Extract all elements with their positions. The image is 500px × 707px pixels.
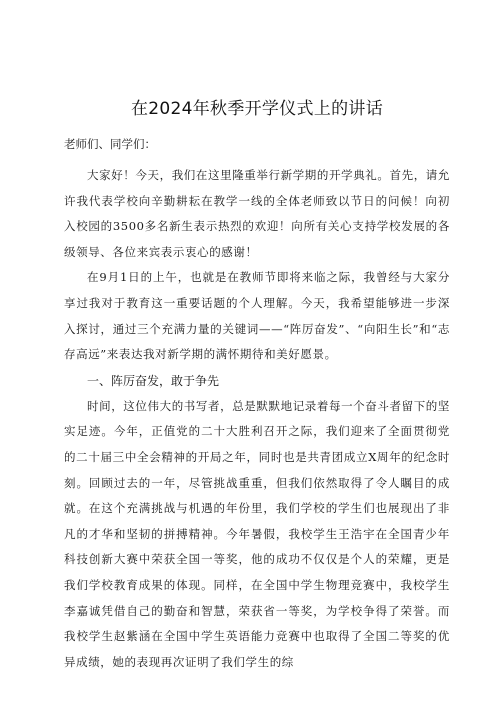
body-paragraph-1: 大家好！今天，我们在这里隆重举行新学期的开学典礼。首先，请允许我代表学校向辛勤耕耘在教学一线的全体老师致以节日的问候！向初入校园的3500多名新生表示热烈的欢迎！向所有关心支持学校发展的各级领导、各位来宾表示衷心的感谢！ — [64, 168, 450, 259]
body-paragraph-3: 时间，这位伟大的书写者，总是默默地记录着每一个奋斗者留下的坚实足迹。今年，正值党的二十大胜利召开之际，我们迎来了全面贯彻党的二十届三中全会精神的开局之年，同时也是共青团成立X周年的纪念时刻。回顾过去的一年，尽管挑战重重，但我们依然取得了令人瞩目的成就。在这个充满挑战与机遇的年份里，我们学校的学生们也展现出了非凡的才华和坚韧的拼搏精神。今年暑假，我校学生王浩宇在全国青少年科技创新大赛中荣获全国一等奖，他的成功不仅仅是个人的荣耀，更是我们学校教育成果的体现。同样，在全国中学生物理竞赛中，我校学生李嘉诚凭借自己的勤奋和智慧，荣获省一等奖，为学校争得了荣誉。而我校学生赵紫涵在全国中学生英语能力竞赛中也取得了全国二等奖的优异成绩，她的表现再次证明了我们学生的综 — [64, 398, 450, 669]
salutation: 老师们、同学们： — [64, 137, 156, 151]
body-paragraph-2: 在9月1日的上午，也就是在教师节即将来临之际，我曾经与大家分享过我对于教育这一重要话题的个人理解。今天，我希望能够进一步深入探讨，通过三个充满力量的关键词——“阵厉奋发”、“向阳生长”和“志存高远”来表达我对新学期的满怀期待和美好愿景。 — [64, 270, 450, 362]
document-title: 在2024年秋季开学仪式上的讲话 — [130, 99, 384, 119]
section-heading: 一、阵厉奋发，敢于争先 — [87, 373, 220, 388]
